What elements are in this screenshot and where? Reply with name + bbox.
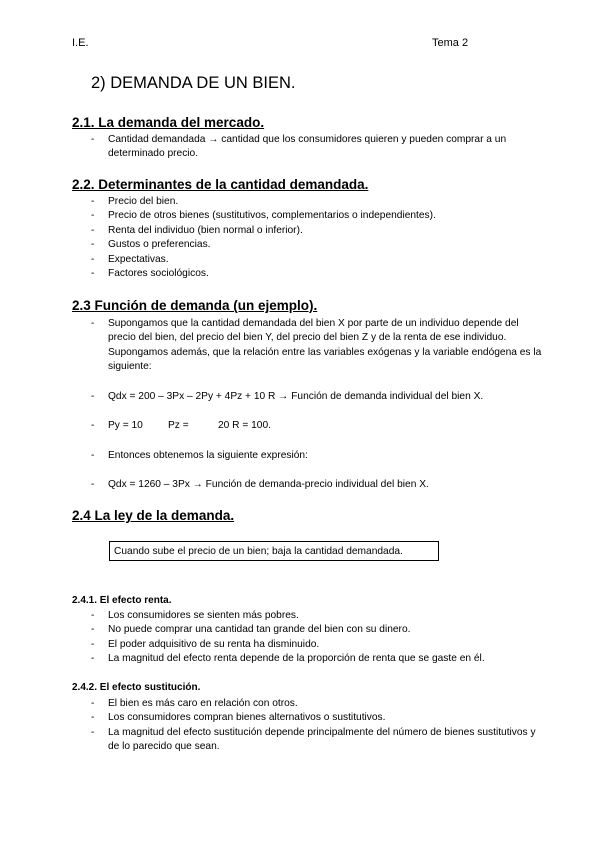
list-item: - Py = 10 Pz = 20 R = 100.	[91, 420, 271, 431]
list-item: - Qdx = 200 – 3Px – 2Py + 4Pz + 10 R → Función de demanda individual del bien X.	[91, 391, 484, 402]
list-2-3-then	[72, 449, 542, 463]
list-item: - El poder adquisitivo de su renta ha disminuido.	[91, 638, 320, 650]
list-item: - Entonces obtenemos la siguiente expresión:	[91, 450, 308, 461]
list-item: - Precio del bien.	[91, 196, 179, 207]
list-2-3-eq2	[72, 478, 542, 492]
list-item: - Expectativas.	[91, 253, 169, 265]
section-heading-2-4: 2.4 La ley de la demanda.	[72, 508, 235, 523]
list-item: - Renta del individuo (bien normal o inferior).	[91, 224, 303, 236]
list-item: - Los consumidores se sienten más pobres.	[91, 610, 299, 621]
list-item: - El bien es más caro en relación con otros.	[91, 698, 298, 709]
list-item: - Qdx = 1260 – 3Px → Función de demanda-precio individual del bien X.	[91, 479, 429, 490]
list-item: - Precio de otros bienes (sustitutivos, complementarios o independientes).	[91, 210, 436, 222]
list-item: - Cantidad demandada → cantidad que los consumidores quieren y pueden comprar a un determinado precio.	[91, 134, 507, 160]
list-2-3	[72, 317, 542, 375]
list-item: - Los consumidores compran bienes alternativos o sustitutivos.	[91, 712, 386, 724]
section-heading-2-1: 2.1. La demanda del mercado.	[72, 115, 265, 130]
list-item: - Gustos o preferencias.	[91, 239, 211, 251]
list-2-3-values	[72, 419, 542, 433]
list-2-3-eq1	[72, 390, 542, 404]
section-heading-2-3: 2.3 Función de demanda (un ejemplo).	[72, 298, 318, 313]
list-2-1	[72, 133, 542, 162]
list-item: - Supongamos que la cantidad demandada del bien X por parte de un individuo depende del precio del bien, del precio del bien Y, del precio del bien Z y de la renta de ese individuo. Supongamos además, que la relación entre las variables exógenas y la variable endógena es la siguiente:	[91, 318, 542, 373]
list-2-4-2	[72, 697, 542, 755]
list-item: - La magnitud del efecto sustitución depende principalmente del número de bienes sustitutivos y de lo parecido que sean.	[91, 726, 536, 753]
list-item: - Factores sociológicos.	[91, 268, 209, 280]
list-item: - No puede comprar una cantidad tan grande del bien con su dinero.	[91, 624, 411, 636]
section-heading-2-2: 2.2. Determinantes de la cantidad demandada.	[72, 177, 369, 192]
header-right: Tema 2	[432, 37, 469, 49]
list-2-4-1	[72, 609, 542, 667]
subsection-heading-2-4-1: 2.4.1. El efecto renta.	[72, 595, 172, 606]
list-item: - La magnitud del efecto renta depende de la proporción de renta que se gaste en él.	[91, 653, 485, 665]
subsection-heading-2-4-2: 2.4.2. El efecto sustitución.	[72, 682, 201, 693]
page-title: 2) DEMANDA DE UN BIEN.	[91, 74, 296, 92]
header-left: I.E.	[72, 37, 89, 49]
list-2-2	[72, 195, 542, 281]
law-of-demand-box: Cuando sube el precio de un bien; baja la cantidad demandada.	[109, 541, 439, 561]
